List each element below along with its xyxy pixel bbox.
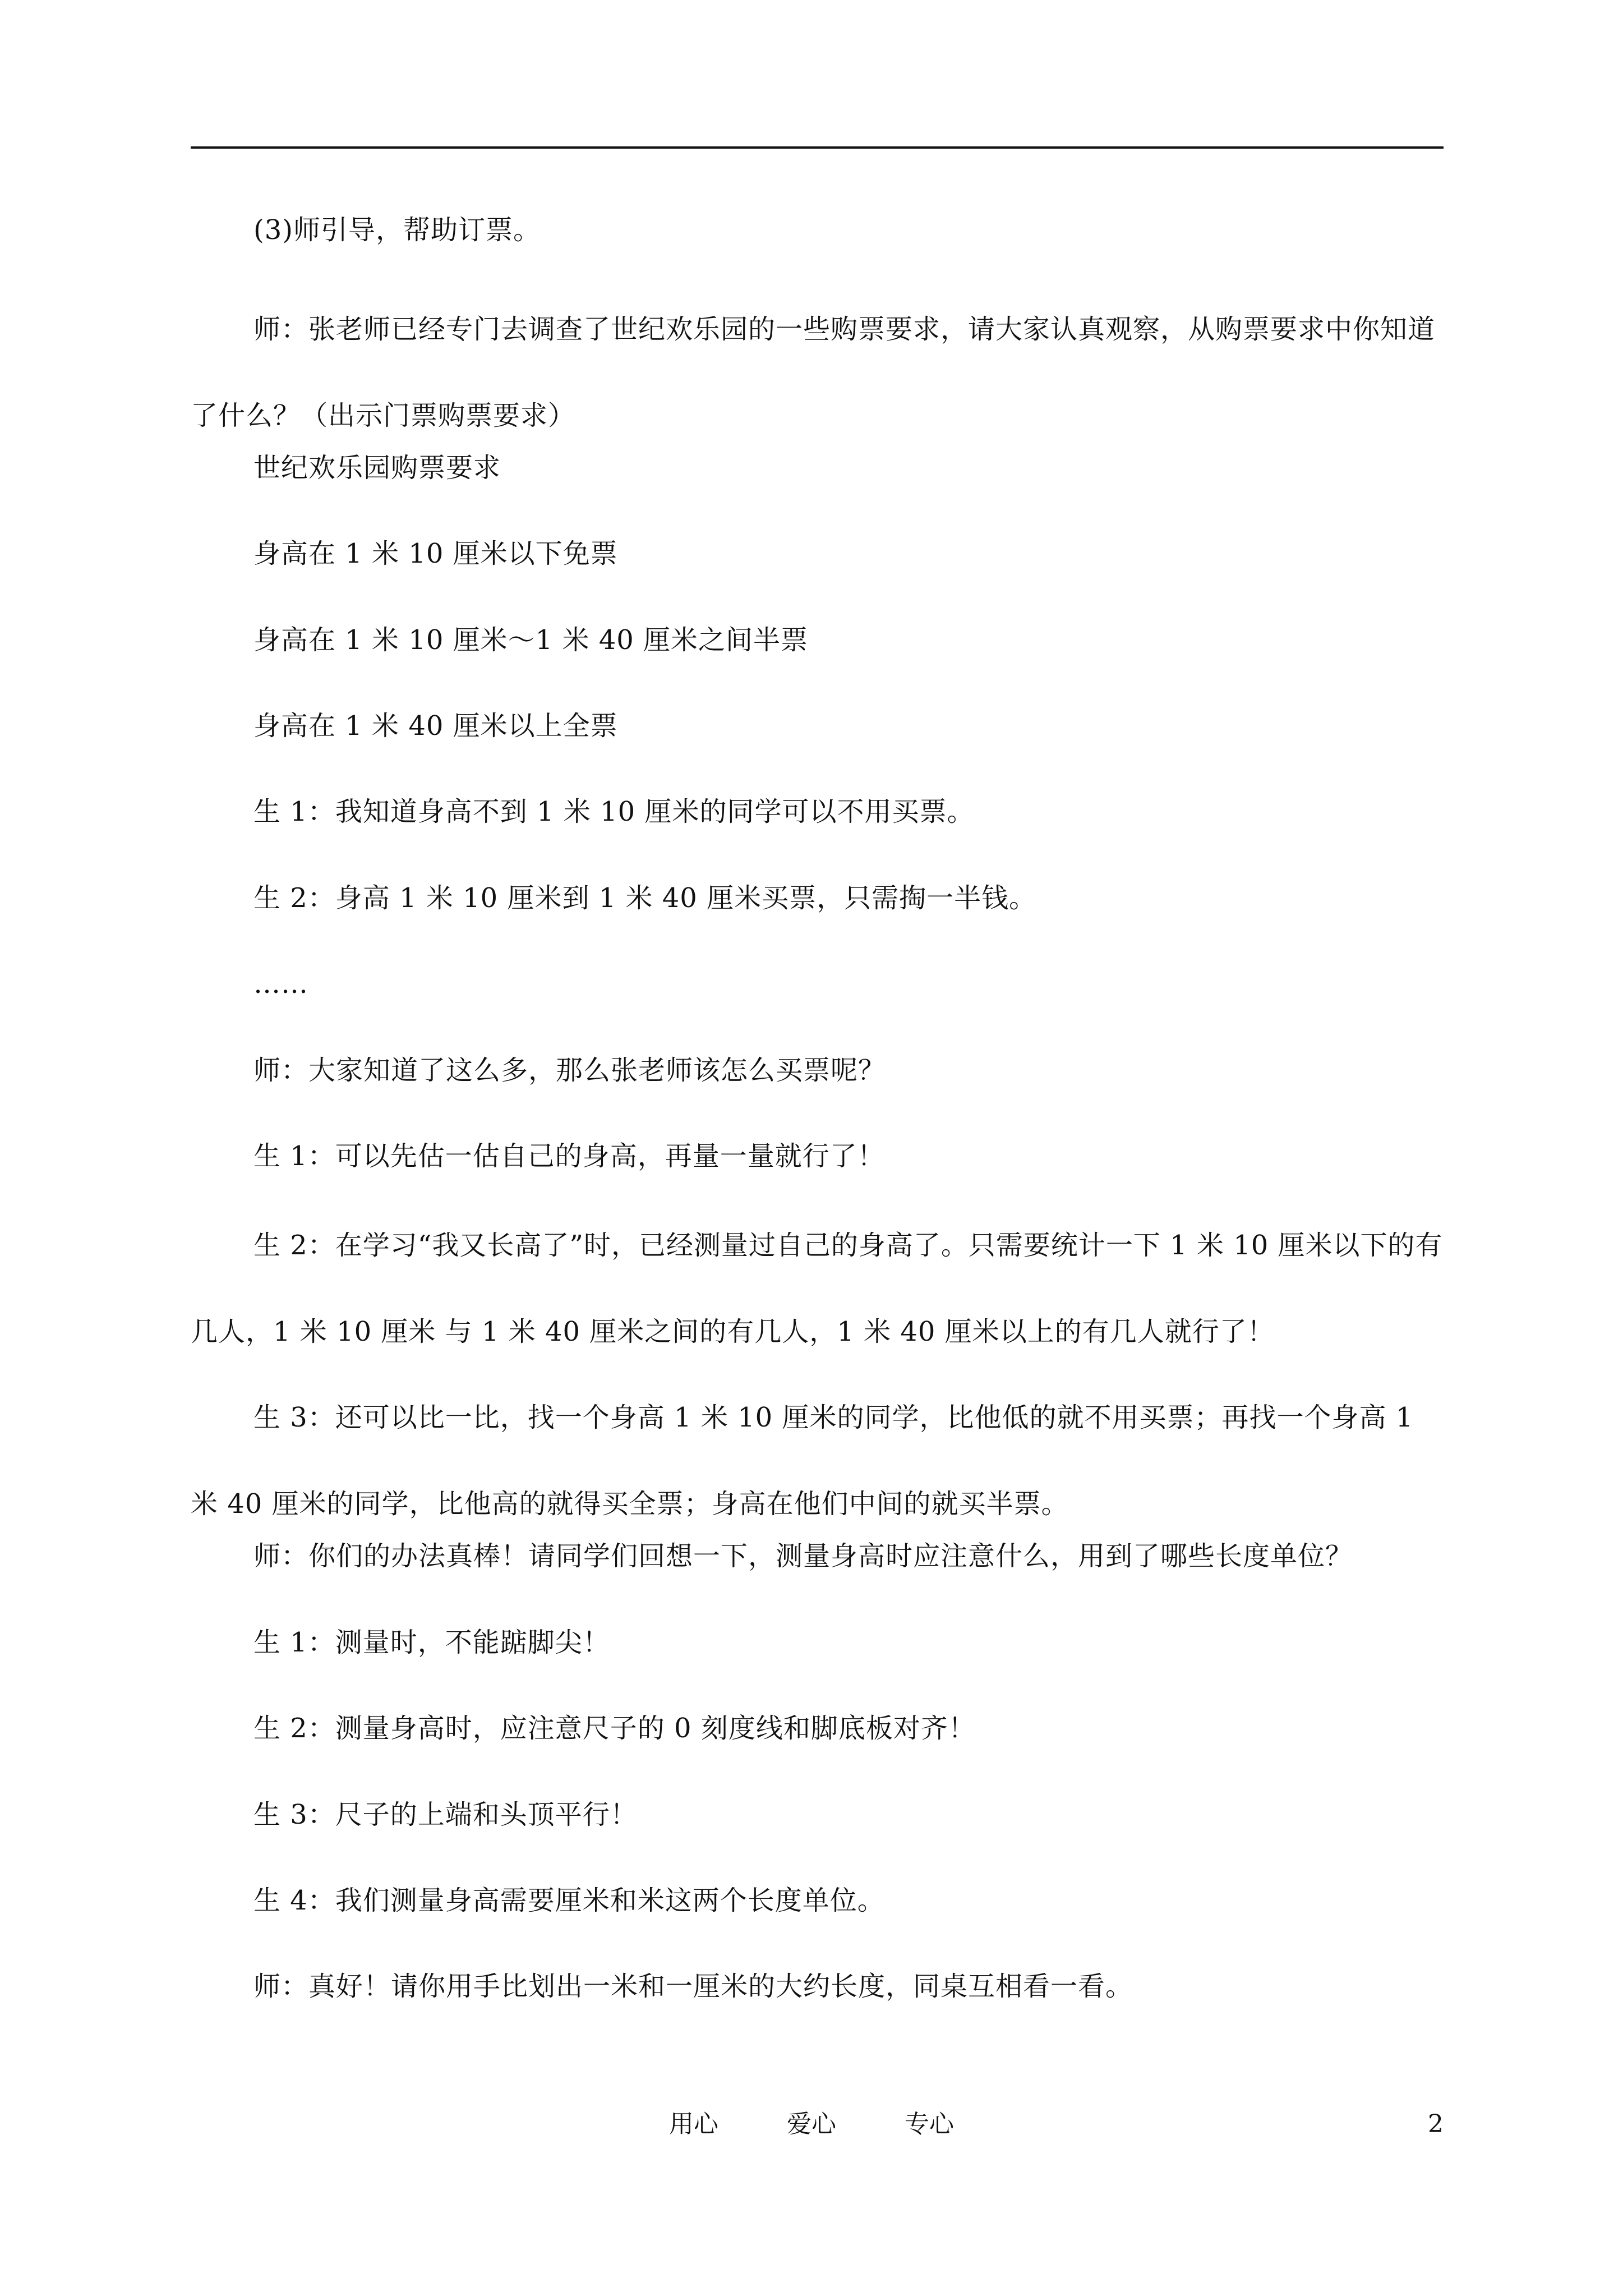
paragraph-rule-half: 身高在 1 米 10 厘米～1 米 40 厘米之间半票 [253,624,809,656]
footer-word-3: 专心 [905,2110,954,2138]
paragraph-measure-tip-3: 生 3：尺子的上端和头顶平行！ [253,1799,638,1830]
paragraph-rule-free: 身高在 1 米 10 厘米以下免票 [253,538,618,569]
footer-slogan [0,2111,1623,2138]
paragraph-units: 生 4：我们测量身高需要厘米和米这两个长度单位。 [253,1885,885,1916]
paragraph-student-compare: 生 3：还可以比一比，找一个身高 1 米 10 厘米的同学，比他低的就不用买票；再找一个身高 1 米 40 厘米的同学，比他高的就得买全票；身高在他们中间的就买半票。 [191,1402,1414,1520]
paragraph-student-1: 生 1：我知道身高不到 1 米 10 厘米的同学可以不用买票。 [253,796,975,827]
footer-word-1: 用心 [669,2110,718,2138]
paragraph-rule-full: 身高在 1 米 40 厘米以上全票 [253,710,618,742]
paragraph-guide: (3)师引导，帮助订票。 [253,214,541,246]
page-number: 2 [1428,2110,1444,2138]
paragraph-teacher-question: 师：大家知道了这么多，那么张老师该怎么买票呢？ [253,1055,886,1086]
paragraph-teacher-closing: 师：真好！请你用手比划出一米和一厘米的大约长度，同桌互相看一看。 [253,1971,1133,2002]
paragraph-student-statistics: 生 2：在学习“我又长高了”时，已经测量过自己的身高了。只需要统计一下 1 米 10 厘米以下的有几人，1 米 10 厘米 与 1 米 40 厘米之间的有几人，1 米 40 厘米以上的有几人就行了！ [191,1230,1443,1347]
footer-word-2: 爱心 [787,2110,836,2138]
paragraph-student-estimate: 生 1：可以先估一估自己的身高，再量一量就行了！ [253,1140,885,1172]
paragraph-teacher-praise: 师：你们的办法真棒！请同学们回想一下，测量身高时应注意什么，用到了哪些长度单位？ [253,1540,1353,1572]
paragraph-ellipsis: …… [253,968,308,1000]
header-rule [191,146,1444,149]
paragraph-measure-tip-1: 生 1：测量时，不能踮脚尖！ [253,1627,610,1658]
paragraph-teacher-intro: 师：张老师已经专门去调查了世纪欢乐园的一些购票要求，请大家认真观察，从购票要求中你知道了什么？（出示门票购票要求） [191,314,1436,431]
paragraph-student-2: 生 2：身高 1 米 10 厘米到 1 米 40 厘米买票，只需掏一半钱。 [253,882,1037,914]
paragraph-rules-title: 世纪欢乐园购票要求 [253,452,501,484]
paragraph-measure-tip-2: 生 2：测量身高时，应注意尺子的 0 刻度线和脚底板对齐！ [253,1713,976,1744]
